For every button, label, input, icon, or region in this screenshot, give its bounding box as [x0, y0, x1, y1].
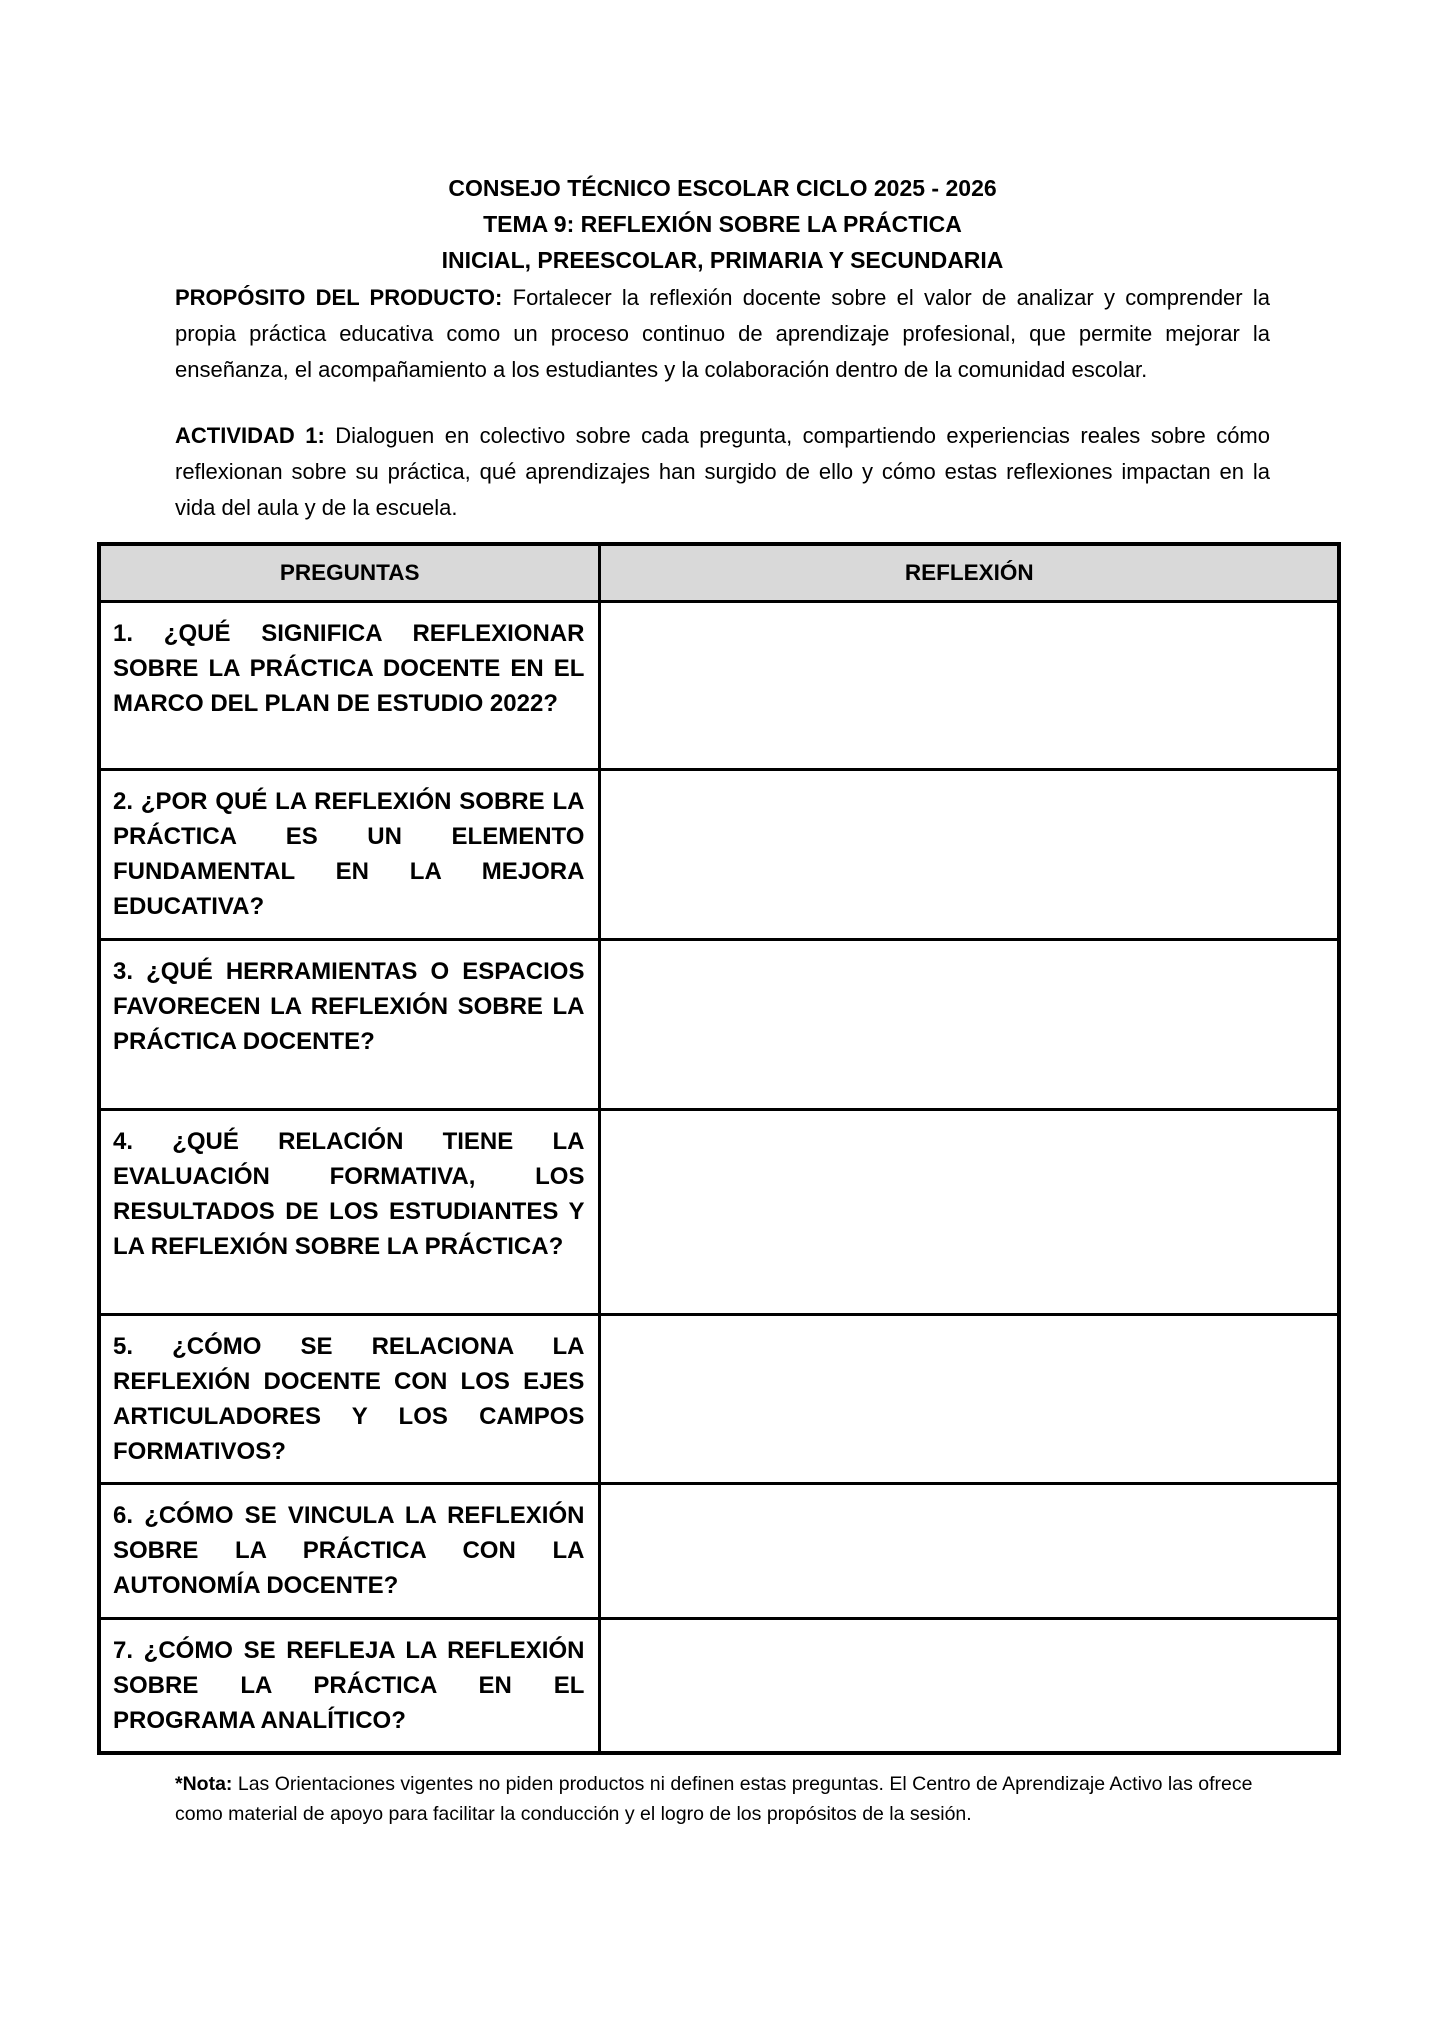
table-row [99, 940, 1339, 1110]
actividad-paragraph [175, 418, 1270, 526]
footnote [175, 1769, 1285, 1829]
question-cell-6: 6. ¿CÓMO SE VINCULA LA REFLEXIÓN SOBRE LA PRÁCTICA CON LA AUTONOMÍA DOCENTE? [99, 1484, 600, 1619]
footnote-label: *Nota: [175, 1773, 233, 1795]
reflexion-cell-2[interactable] [600, 770, 1339, 940]
question-cell-4: 4. ¿QUÉ RELACIÓN TIENE LA EVALUACIÓN FORMATIVA, LOS RESULTADOS DE LOS ESTUDIANTES Y LA REFLEXIÓN SOBRE LA PRÁCTICA? [99, 1110, 600, 1315]
reflexion-cell-1[interactable] [600, 602, 1339, 770]
table-row [99, 1484, 1339, 1619]
document-title-block [175, 170, 1270, 278]
title-line-niveles: INICIAL, PREESCOLAR, PRIMARIA Y SECUNDARIA [441, 247, 1004, 273]
actividad-text: Dialoguen en colectivo sobre cada pregunta, compartiendo experiencias reales sobre cómo reflexionan sobre su práctica, qué aprendizajes han surgido de ello y cómo estas reflexiones impactan en la vida del aula y de la escuela. [175, 423, 1270, 520]
table-row [99, 1110, 1339, 1315]
preguntas-column-header: PREGUNTAS [99, 544, 600, 602]
table-header-row [99, 544, 1339, 602]
reflexion-cell-6[interactable] [600, 1484, 1339, 1619]
reflexion-cell-5[interactable] [600, 1315, 1339, 1484]
reflexion-cell-4[interactable] [600, 1110, 1339, 1315]
proposito-label: PROPÓSITO DEL PRODUCTO: [175, 285, 503, 310]
proposito-text: Fortalecer la reflexión docente sobre el valor de analizar y comprender la propia práctica educativa como un proceso continuo de aprendizaje profesional, que permite mejorar la enseñanza, el acompañamiento a los estudiantes y la colaboración dentro de la comunidad escolar. [175, 285, 1270, 382]
footnote-text: Las Orientaciones vigentes no piden productos ni definen estas preguntas. El Centro de Aprendizaje Activo las ofrece como material de apoyo para facilitar la conducción y el logro de los propósitos de la sesión. [175, 1773, 1253, 1825]
table-row [99, 602, 1339, 770]
table-row [99, 770, 1339, 940]
title-line-ciclo: CONSEJO TÉCNICO ESCOLAR CICLO 2025 - 2026 [448, 175, 997, 201]
question-cell-5: 5. ¿CÓMO SE RELACIONA LA REFLEXIÓN DOCENTE CON LOS EJES ARTICULADORES Y LOS CAMPOS FORMATIVOS? [99, 1315, 600, 1484]
question-cell-7: 7. ¿CÓMO SE REFLEJA LA REFLEXIÓN SOBRE LA PRÁCTICA EN EL PROGRAMA ANALÍTICO? [99, 1619, 600, 1754]
title-line-tema: TEMA 9: REFLEXIÓN SOBRE LA PRÁCTICA [483, 211, 962, 237]
table-row [99, 1315, 1339, 1484]
question-cell-3: 3. ¿QUÉ HERRAMIENTAS O ESPACIOS FAVORECEN LA REFLEXIÓN SOBRE LA PRÁCTICA DOCENTE? [99, 940, 600, 1110]
reflexion-cell-7[interactable] [600, 1619, 1339, 1754]
preguntas-reflexion-table [97, 542, 1341, 1755]
reflexion-cell-3[interactable] [600, 940, 1339, 1110]
question-cell-1: 1. ¿QUÉ SIGNIFICA REFLEXIONAR SOBRE LA PRÁCTICA DOCENTE EN EL MARCO DEL PLAN DE ESTUDIO 2022? [99, 602, 600, 770]
table-row [99, 1619, 1339, 1754]
reflexion-column-header: REFLEXIÓN [600, 544, 1339, 602]
actividad-label: ACTIVIDAD 1: [175, 423, 325, 448]
question-cell-2: 2. ¿POR QUÉ LA REFLEXIÓN SOBRE LA PRÁCTICA ES UN ELEMENTO FUNDAMENTAL EN LA MEJORA EDUCATIVA? [99, 770, 600, 940]
proposito-paragraph [175, 280, 1270, 388]
